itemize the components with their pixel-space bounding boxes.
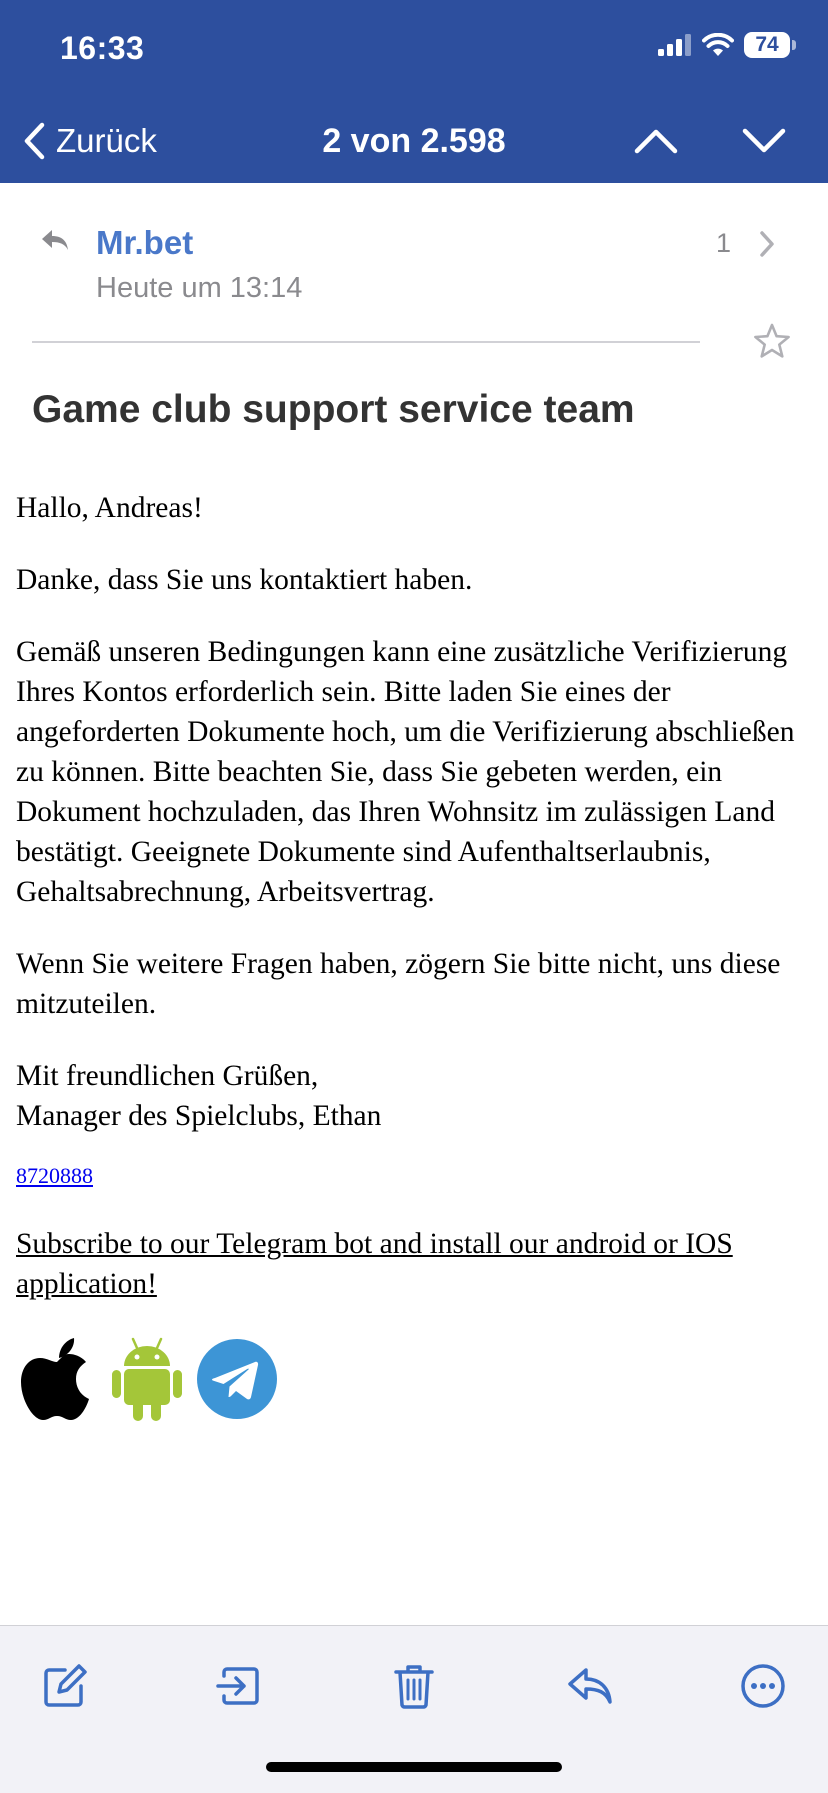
thread-count: 1 bbox=[716, 228, 732, 258]
chevron-down-icon bbox=[742, 128, 786, 154]
more-button[interactable] bbox=[733, 1656, 793, 1716]
star-icon[interactable] bbox=[752, 322, 792, 360]
move-to-folder-icon bbox=[214, 1662, 262, 1710]
home-indicator[interactable] bbox=[266, 1762, 562, 1772]
reply-icon bbox=[566, 1664, 614, 1708]
compose-icon bbox=[41, 1662, 89, 1710]
subscribe-link[interactable]: Subscribe to our Telegram bot and install our android or IOS application! bbox=[16, 1228, 733, 1300]
reference-link[interactable]: 8720888 bbox=[16, 1163, 93, 1188]
replied-icon bbox=[40, 228, 70, 252]
signal-icon bbox=[658, 34, 692, 56]
battery-level: 74 bbox=[755, 33, 779, 56]
status-time: 16:33 bbox=[60, 30, 145, 66]
message-position-title: 2 von 2.598 bbox=[322, 122, 506, 160]
telegram-icon bbox=[197, 1339, 277, 1419]
body-paragraph: Danke, dass Sie uns kontaktiert haben. bbox=[16, 564, 473, 596]
header bbox=[0, 0, 828, 183]
trash-icon bbox=[392, 1662, 436, 1710]
closing: Mit freundlichen Grüßen, bbox=[16, 1060, 319, 1092]
back-label: Zurück bbox=[56, 122, 157, 159]
sign-off bbox=[16, 1056, 816, 1136]
move-button[interactable] bbox=[208, 1656, 268, 1716]
telegram-link[interactable] bbox=[196, 1336, 278, 1422]
chevron-right-icon[interactable] bbox=[758, 230, 776, 258]
status-icons bbox=[658, 32, 790, 58]
apple-app-link[interactable] bbox=[16, 1336, 98, 1422]
reply-button[interactable] bbox=[560, 1656, 620, 1716]
apple-icon bbox=[19, 1336, 95, 1422]
body-paragraph: Wenn Sie weitere Fragen haben, zögern Sie bitte nicht, uns diese mitzuteilen. bbox=[16, 948, 781, 1020]
header-divider bbox=[32, 341, 700, 343]
greeting: Hallo, Andreas! bbox=[16, 492, 203, 524]
message-date: Heute um 13:14 bbox=[96, 272, 303, 304]
more-icon bbox=[740, 1663, 786, 1709]
wifi-icon bbox=[702, 33, 734, 57]
body-paragraph: Gemäß unseren Bedingungen kann eine zusätzliche Verifizierung Ihres Kontos erforderlich sein. Bitte laden Sie eines der angeforderten Dokumente hoch, um die Verifizierung abschließen zu können. Bitte beachten Sie, dass Sie gebeten werden, ein Dokument hochzuladen, das Ihren Wohnsitz im zulässigen Land bestätigt. Geeignete Dokumente sind Aufenthaltserlaubnis, Gehaltsabrechnung, Arbeitsvertrag. bbox=[16, 636, 795, 908]
message-body bbox=[16, 488, 816, 1422]
signature: Manager des Spielclubs, Ethan bbox=[16, 1100, 382, 1132]
next-message-button[interactable] bbox=[736, 116, 792, 166]
compose-button[interactable] bbox=[35, 1656, 95, 1716]
battery-icon bbox=[744, 32, 790, 58]
chevron-up-icon bbox=[634, 128, 678, 154]
app-icons bbox=[16, 1336, 816, 1422]
android-app-link[interactable] bbox=[106, 1336, 188, 1422]
android-icon bbox=[109, 1335, 185, 1423]
delete-button[interactable] bbox=[384, 1656, 444, 1716]
previous-message-button[interactable] bbox=[628, 116, 684, 166]
back-button[interactable] bbox=[22, 116, 157, 166]
chevron-left-icon bbox=[22, 121, 46, 161]
sender-name[interactable]: Mr.bet bbox=[96, 224, 194, 261]
message-subject: Game club support service team bbox=[32, 388, 635, 431]
